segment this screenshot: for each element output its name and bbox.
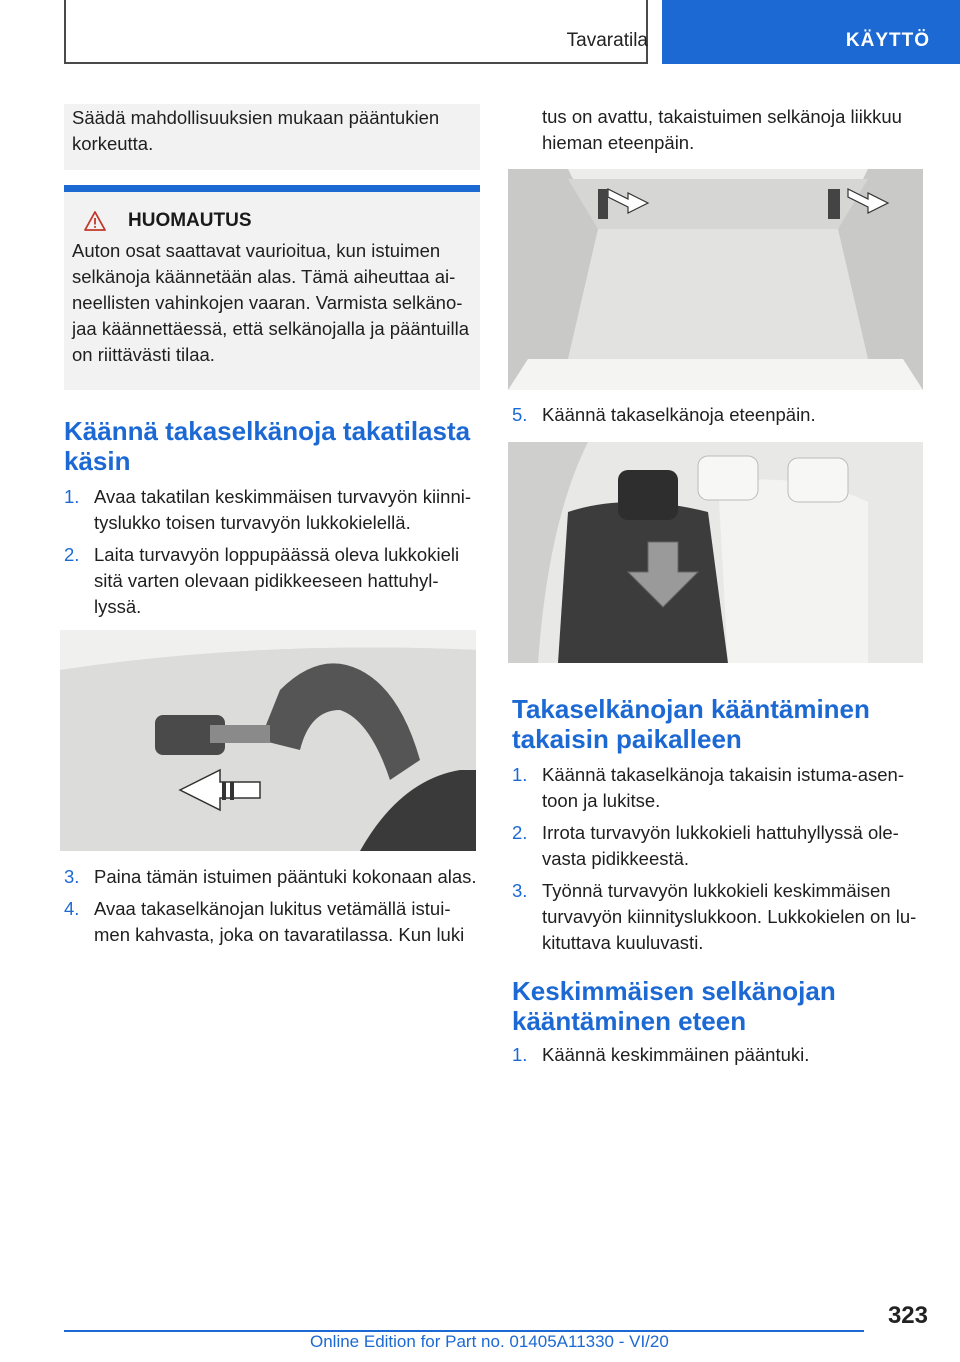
notice-title: HUOMAUTUS [128,210,252,231]
step-number: 3. [512,880,528,901]
step-text: Paina tämän istuimen pääntuki kokonaan alas. [94,866,477,887]
edition-text: Online Edition for Part no. 01405A11330 - VI/20 [310,1332,669,1351]
step-number: 3. [64,866,80,887]
chapter-label: KÄYTTÖ [845,30,930,51]
step-1 [64,484,478,536]
step-text: Avaa takatilan keskimmäisen turvavyön kiinnityslukko toisen turvavyön lukkokielellä. [94,486,472,533]
step-number: 1. [512,764,528,785]
step-number: 4. [64,898,80,919]
step-2 [512,820,926,872]
step-row [512,402,926,428]
step-text: Laita turvavyön loppupäässä oleva lukkokieli sitä varten olevaan pidikkeeseen hattuhyllyssä. [94,544,460,617]
intro-box [64,104,480,170]
figure-belt-holder [60,630,476,851]
step-text: Avaa takaselkänojan lukitus vetämällä istuimen kahvasta, joka on tavaratilassa. Kun luki [94,898,465,945]
section3-heading: Keskimmäisen selkänojan kääntäminen eteen [512,976,836,1036]
section2-heading: Takaselkänojan kääntäminen takaisin paikalleen [512,694,870,754]
step-3 [64,864,478,890]
step-5 [512,402,926,428]
step-3 [512,878,926,956]
notice-box [64,185,480,390]
step-2 [64,542,478,620]
step-4 [64,896,478,948]
notice-header [84,210,472,232]
section3-steps [512,1042,926,1068]
step-4-continued: tus on avattu, takaistuimen selkänoja liikkuu hieman eteenpäin. [542,106,902,153]
section1-heading: Käännä takaselkänoja takatilasta käsin [64,416,471,476]
section1-steps-b [64,864,478,948]
step-text: Käännä takaselkänoja eteenpäin. [542,404,816,425]
section-title: Tavaratila [566,30,648,51]
step-number: 2. [64,544,80,565]
section2-steps [512,762,926,956]
section1-steps-a [64,484,478,620]
step-number: 5. [512,404,528,425]
step-text: Käännä takaselkänoja takaisin istuma-asentoon ja lukitse. [542,764,904,811]
step-1 [512,1042,926,1068]
step-1 [512,762,926,814]
step-number: 1. [512,1044,528,1065]
page-number: 323 [887,1302,928,1329]
intro-text: Säädä mahdollisuuksien mukaan pääntukien korkeutta. [72,107,440,154]
step-text: Irrota turvavyön lukkokieli hattuhyllyssä olevasta pidikkeestä. [542,822,899,869]
step-text: Työnnä turvavyön lukkokieli keskimmäisen turvavyön kiinnityslukkoon. Lukkokielen on lukituttava kuuluvasti. [542,880,917,953]
figure-seat-fold [508,442,923,663]
warning-icon [84,211,106,231]
notice-text: Auton osat saattavat vaurioitua, kun istuimen selkänoja käännetään alas. Tämä aiheuttaa aineellisten vahinkojen vaaran. Varmista selkänojaa käännettäessä, että selkänojalla ja pääntuilla on riittävästi tilaa. [72,240,470,365]
step-text: Käännä keskimmäinen pääntuki. [542,1044,810,1065]
figure-trunk-release [508,169,923,390]
chapter-tab[interactable] [662,0,960,64]
step-number: 1. [64,486,80,507]
step-number: 2. [512,822,528,843]
